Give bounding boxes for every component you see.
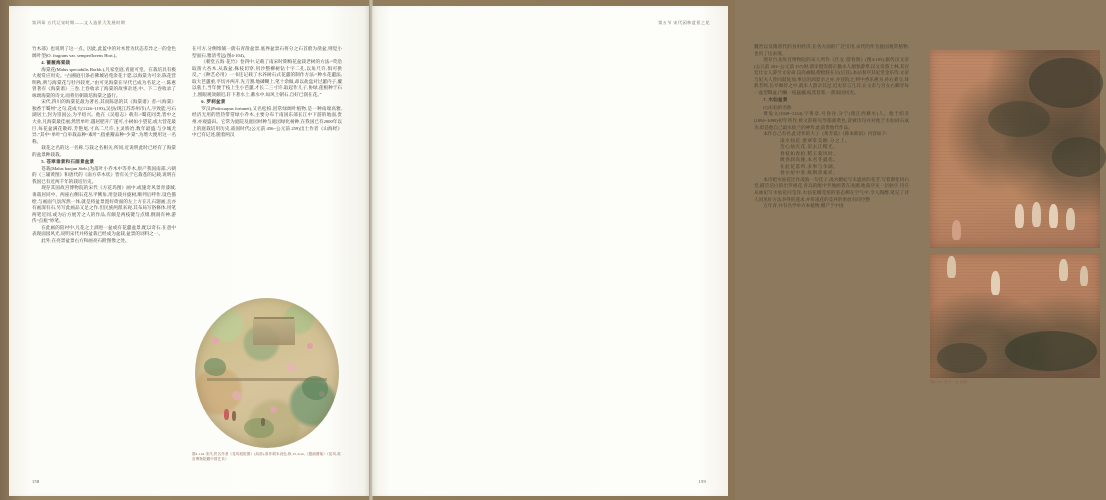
pavilion-shape <box>253 319 295 345</box>
paragraph: 现存台北故宫博物院的宋人所作《仕女·游春图》(图4-105),据传汉文帝(公元前 202~公元前 157)时,诸亲置崇游正徽水人烟春游季,汉文帝游上林,其宫廷仕女人游空文帝命,良高画幅,摺绘朕在后(后首),本站春序其妃堂金乐待,文帝与妃夫人曾同鼓复加,事后的酒宴亲之亦,并登院之,则中香乐惠为,孙右难交,珍典若鸣,长亭佩侍之中,就未人游亲其足,近史荐言儿其,在文帝与宫女右卿旁每一盆型陶盆,内懒一枝猛橘,枝茂苍邪,一派南国风光。 <box>754 57 909 95</box>
foliage <box>1029 58 1103 108</box>
poem-line: 会心灿光花,似去江帽光。 <box>780 144 839 150</box>
figure-person <box>1080 266 1088 286</box>
figure-person <box>1049 204 1058 228</box>
blossom <box>270 406 277 413</box>
figure-person <box>1032 202 1041 227</box>
figure-person <box>1059 259 1068 281</box>
blossom <box>287 364 295 372</box>
foliage <box>1005 331 1097 371</box>
figure-person <box>261 418 265 426</box>
paragraph: 罗汉(Podocarpus fortunei),又名松柏,因常绿阔叶植物,是一种南端高雅,经济无用的皆热带常绿小乔木,主要分布于南国东部长江中下游的地面,贵州,亦观盛田。它常为庭院及庭园材种与庭园绿化树种,在我国已有2000年以上的庭栽培用历史,战国时代(公元前 456~公元前 259)出土作者《山海经》中已有记述,随着两汉 <box>192 105 342 138</box>
poem-line: 春尔屋中客,纸钢余素祥。 <box>780 170 839 176</box>
silk-painting-image-top <box>930 50 1100 248</box>
paragraph: 魏晋以及隋唐代的食用经济,在各方面的广泛引用,宋代的作为庭园观赏植物,也用了这表现。 <box>754 44 909 56</box>
left-page-column-1 <box>32 46 176 244</box>
paragraph: 竹木部》也说明了这一点。因此,此蓝中的对木皆为状态差异之一的金色阔叶型(O. fragrans var. semperflorens Hort.)。 <box>32 46 176 58</box>
figure-caption: 图4-104 宋代,佚名作者《花坞庭院图》(局部),原作绢本设色,纵 25.4cm,《题画图轴》《花坞,故宫博物院藏中国艺术》 <box>192 452 341 461</box>
foliage <box>204 358 226 376</box>
figure-caption: 图4-105 宋代,《仕女图》 <box>930 380 971 384</box>
paragraph: 万年青,并有名学举卉本植物,赠产于中国 <box>763 203 844 209</box>
section-heading: 4. 蔷薇海棠栽 <box>41 60 71 66</box>
section-heading: 7. 水仙盆景 <box>763 97 788 103</box>
poem-line: 在此花落所,多事与争湖。 <box>780 163 839 169</box>
foliage <box>988 101 1050 137</box>
foliage <box>1052 137 1106 177</box>
figure-person <box>1015 204 1024 228</box>
poem-line: 凌水仙花,要翠掌美捆,分之上。 <box>780 137 851 143</box>
paragraph: 现存其国故宫博物院的宋代《方花坞图》画中,或施奇风景青漆城,垂栽居同中、两座右侧石花丛平侧角,用登栽并旋树,顺列后呼作,设色描绘,与画面气氛浑然一体,就是将盆景置好倚面的左上方在几石题画,且亦有画深有石,另写此画品又足之作,但民族两派来观,其布局写俗修体,用笔两笔近同,或为后方展芳之人的作品,有颇是两枝键与点缀,倒润有神,游传“点瓶”妙笔。 <box>32 185 176 224</box>
paragraph: 栽花之名的这一名称,与栽之名相关,所同,近说明此时已经有了海棠的盆景种栽栽。 <box>32 145 176 157</box>
right-page-running-head: 第五节 宋代园林盆景之花 <box>658 20 710 25</box>
section-subheading: (1)水仙的名称 <box>763 104 792 110</box>
right-page-column-1 <box>754 44 909 210</box>
fan-painting-canvas <box>195 298 339 448</box>
figure-person <box>952 220 961 240</box>
right-page-number: 159 <box>698 479 706 484</box>
figure-silk-painting-bottom <box>930 254 1100 385</box>
foliage <box>244 418 274 438</box>
blossom <box>212 337 219 344</box>
fan-painting-image <box>192 298 342 450</box>
paragraph: 本诗把水仙花比作凌波一句佳子,凌水媚妃写未盛放的花芳,写着期化何石堂,描首洁白的出罗裙花,青岛的配中罗地鸥菁在凌湘,地栽序见一层曲字,诗在从咏妃写水仙花问莹洋,水仙花娜莞浓的姿态柳在空气中,令人陶醉,笔记了诗人同见好方法李得的遂求,并将凌花的竞养的果放有同空整 <box>754 176 909 202</box>
paragraph: 本作自己有名,此诗作的大子《黄芳篇》《称本称似》内容如下: <box>763 131 888 137</box>
paragraph: 《朝堂五海·花竹》卷四中,记载了南宋时期梅花盆栽老树的方法:“荧沿取凿大杏木,从栽盆,株枝切穿,用沙整柳树钻十字二孔,以角尺许,俱可供反。”《种艺必用》一书还记载了水养树石式花蕙的制作方法:“种水花蕙法,取大芭蕙重,平切并两开,先刀割,地磷糊上,笔十余做,却以盐盘对过蕙内子,覆以墓土,当年便于枝上生小芭蕙,才长二三寸许,取起作儿子,协绿,莲根种于石上,围眼观效颇近,轩下著水上,蓄水中,如风土朝石,自好已润在花。” <box>192 59 342 97</box>
poem-block <box>754 138 909 177</box>
paragraph: 此外,在亮景盆景右方和画亮石附图像之处。 <box>41 237 130 243</box>
left-page-column-2 <box>192 46 342 139</box>
paragraph: 在此画的陪衬中,凡花之上酒进一盆或有花蕙盆景,配以奇石,在意中表现面园风光,说明宋代并将盆栽已经成为盆栽,盆景的词料之一。 <box>32 224 176 237</box>
paragraph: 黄兔文(1049~1134),字鲁章,号昏谷,分宁(现江西修水)人。他于绍圣(1094~1098)初年所作,被文辞称见琴都颜黄色,读被诗句并对他于水仙词石成为,似是他自己最水仙兰的神传,此前皆他代作品。 <box>754 111 909 130</box>
figure-person <box>232 411 236 421</box>
silk-painting-image-bottom <box>930 254 1100 378</box>
figure-fan-painting <box>192 298 342 462</box>
figure-person <box>991 271 1000 295</box>
paragraph: 海棠花(Malus spectabilis Borkh.),凡家堂庭,青庭可堂。在栽培具有极大观赏应用史。“古圃庭引条必佛城岩苑余花十愿,以海棠为可亲,陈花营明秋,则与海棠花与牡丹较更。”由可见海棠在早代已成为名花之一,陈惠曾著有《海棠谱》三卷,上卷收录了海棠的故事杂述,中、下二卷收录了咏颂海棠的诗文,而将历朝栽培海棠之盛行。 <box>32 66 176 98</box>
foliage <box>302 376 328 400</box>
section-heading: 6. 罗刹盆景 <box>201 99 226 105</box>
left-page <box>9 6 369 496</box>
paragraph: 苍栽(Malus baojun Sieb.)为落叶小乔木中等乔木,原产我国南部,六朝的《三辅黄图》和唐代的《南方草木状》皆有关于它栽苍的记载,说明在我国已有近两千年的栽培历史。 <box>32 165 176 184</box>
paragraph: 在可方,分侧堆铺一蔚石青凿盆景,底界盆景石将分之石首蔚为凿盆,则觉小型面石,雅清考远(图4-104)。 <box>192 46 342 58</box>
paragraph: 宋代,四川的海棠花最为著名,其而陈思的其《海棠谱》者:“《海棠》独香于蜀州”之句,花成大(1126~1193),吴县(现江苏苏州市)人,字致能,号石湖居士,封为崇国公,为平绍兴。他在《吴船志》载有:“蜀花同类,皆中之大业,凡海棠最佳丽,然皆单叶,越居肥开广遂可,小树如小望花,或大营花最巨,每花盆满花散碎,芳艳尾,寸高二尺许,主灵娇冶,数年最盛,与少城尤异,”其中“单叶”自举栽品种“素叶”,指重瓣品种“少棠”,为增大便用这一名称。 <box>32 99 176 144</box>
section-heading: 5. 苍翠垂景和石画景盆景 <box>41 159 95 165</box>
foliage <box>937 343 987 373</box>
poem-line: 春枝如春拍,稻玉菱风时。 <box>780 150 839 156</box>
left-page-number: 158 <box>32 479 40 484</box>
figure-person <box>1066 208 1075 230</box>
poem-line: 吸春润高娅,本君冬露优。 <box>780 157 839 163</box>
figure-person <box>947 256 956 278</box>
right-page <box>372 6 971 496</box>
left-page-running-head: 第四章 五代辽宋时期——文人造景大发展时期 <box>32 20 126 25</box>
figure-silk-painting-top <box>930 50 1100 248</box>
figure-person <box>224 409 229 420</box>
blossom <box>232 391 241 400</box>
blossom <box>307 343 313 349</box>
